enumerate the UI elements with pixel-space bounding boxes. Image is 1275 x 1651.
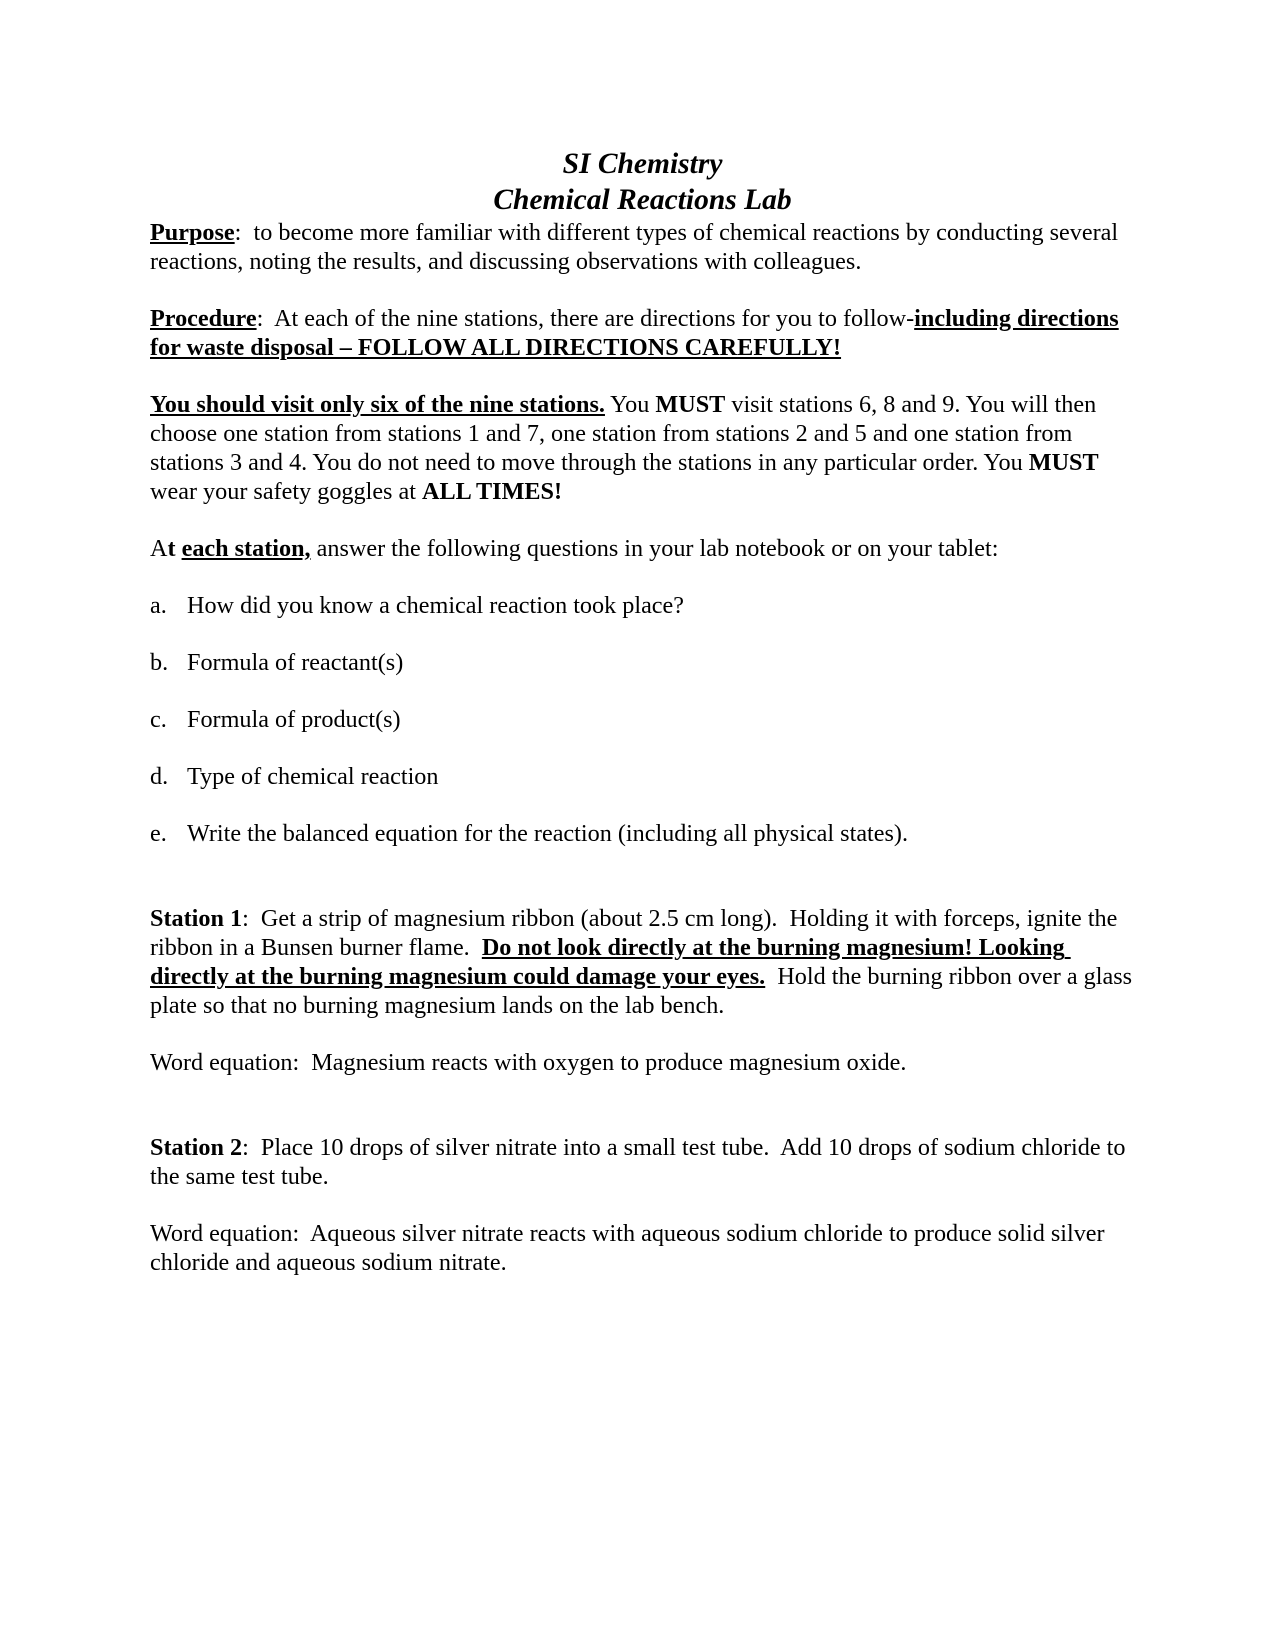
- procedure-text: At each of the nine stations, there are directions for you to follow-: [263, 305, 915, 332]
- visit-must-1: MUST: [655, 391, 726, 418]
- each-station-paragraph: [150, 534, 1135, 563]
- list-item: [150, 819, 1135, 848]
- purpose-sep: :: [234, 219, 242, 246]
- purpose-paragraph: [150, 218, 1135, 276]
- visit-lead: You should visit only six of the nine stations.: [150, 391, 605, 418]
- visit-all-times: ALL TIMES!: [422, 478, 563, 505]
- station-2-word-equation: Word equation: Aqueous silver nitrate reacts with aqueous sodium chloride to produce solid silver chloride and aqueous sodium nitrate.: [150, 1220, 1111, 1276]
- question-text: Write the balanced equation for the reaction (including all physical states).: [187, 820, 909, 847]
- station-1-text-2: Hold the burning ribbon over a glass plate so that no burning magnesium lands on the lab bench.: [150, 963, 1139, 1019]
- question-text: How did you know a chemical reaction took place?: [187, 592, 685, 619]
- list-item: [150, 591, 1135, 620]
- list-item: [150, 705, 1135, 734]
- question-text: Formula of reactant(s): [187, 649, 404, 676]
- question-letter: a.: [150, 592, 167, 619]
- station-2-paragraph: [150, 1133, 1135, 1191]
- visit-text-2: visit stations 6, 8 and 9. You will then choose one station from stations 1 and 7, one station from stations 2 and 5 and one station from stations 3 and 4. You do not need to move through the stations in any particular order. You: [150, 391, 1103, 476]
- station-1-label: Station 1: [150, 905, 243, 932]
- question-letter: d.: [150, 763, 169, 790]
- visit-text-1: You: [604, 391, 656, 418]
- station-1-text-1: Get a strip of magnesium ribbon (about 2.5 cm long). Holding it with forceps, ignite the ribbon in a Bunsen burner flame.: [150, 905, 1124, 961]
- each-station-rest: answer the following questions in your lab notebook or on your tablet:: [310, 535, 999, 562]
- procedure-sep: :: [256, 305, 264, 332]
- list-item: [150, 762, 1135, 791]
- procedure-paragraph: [150, 304, 1135, 362]
- each-station-t: t: [167, 535, 182, 562]
- question-text: Formula of product(s): [187, 706, 401, 733]
- title-line-2: Chemical Reactions Lab: [493, 184, 792, 216]
- visit-must-2: MUST: [1028, 449, 1099, 476]
- visit-paragraph: [150, 390, 1135, 506]
- question-letter: b.: [150, 649, 169, 676]
- question-letter: e.: [150, 820, 167, 847]
- station-2-text: Place 10 drops of silver nitrate into a small test tube. Add 10 drops of sodium chloride to the same test tube.: [150, 1134, 1132, 1190]
- station-1-sep: :: [242, 905, 249, 932]
- page-title: [150, 146, 1135, 218]
- purpose-text: to become more familiar with different types of chemical reactions by conducting several reactions, noting the results, and discussing observations with colleagues.: [150, 219, 1125, 275]
- station-1-word-equation: Word equation: Magnesium reacts with oxygen to produce magnesium oxide.: [150, 1049, 907, 1076]
- question-list: [150, 591, 1135, 848]
- question-text: Type of chemical reaction: [187, 763, 439, 790]
- purpose-label: Purpose: [150, 219, 235, 246]
- visit-text-3: wear your safety goggles at: [150, 449, 1105, 505]
- station-2-label: Station 2: [150, 1134, 243, 1161]
- each-station-emphasis: each station,: [181, 535, 311, 562]
- procedure-label: Procedure: [150, 305, 257, 332]
- list-item: [150, 648, 1135, 677]
- each-station-a: A: [150, 535, 168, 562]
- question-letter: c.: [150, 706, 167, 733]
- document-page: [150, 146, 1139, 1277]
- station-1-warning: Do not look directly at the burning magnesium! Looking directly at the burning magnesium could damage your eyes.: [150, 934, 1071, 990]
- title-line-1: SI Chemistry: [562, 148, 723, 180]
- station-1-paragraph: [150, 904, 1139, 1020]
- station-2-sep: :: [242, 1134, 249, 1161]
- procedure-emphasis: including directions for waste disposal – FOLLOW ALL DIRECTIONS CAREFULLY!: [150, 305, 1119, 361]
